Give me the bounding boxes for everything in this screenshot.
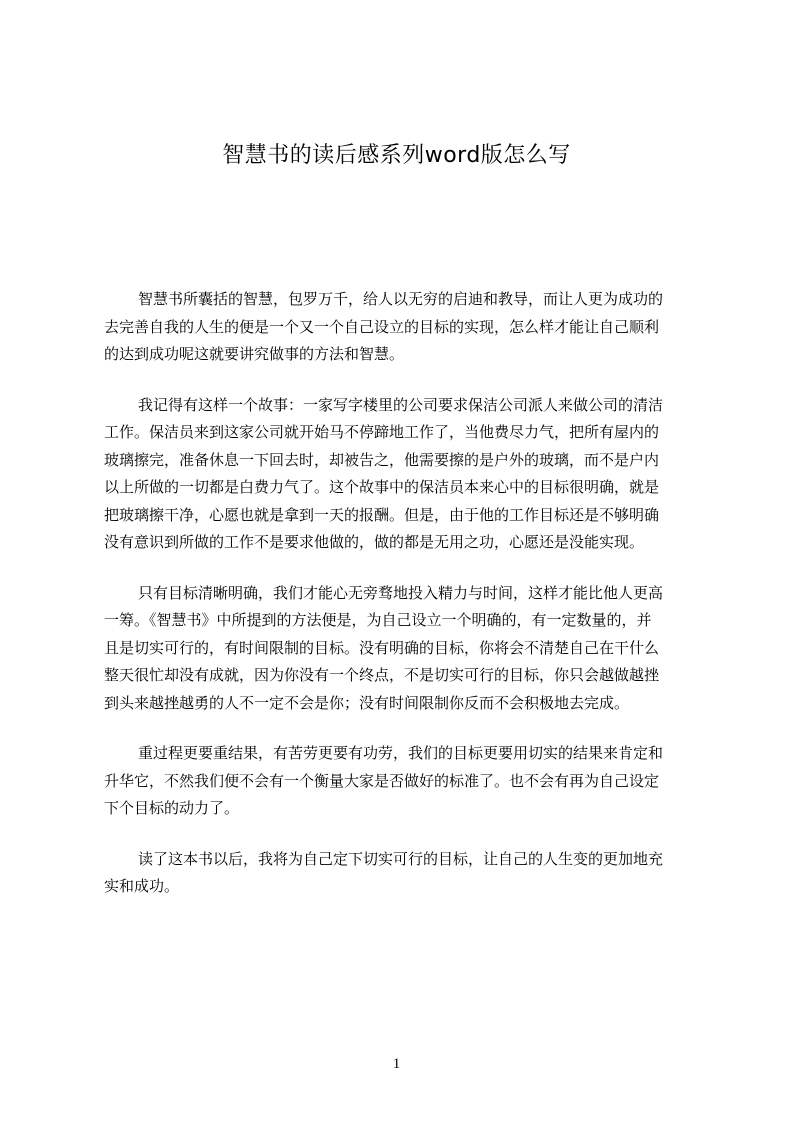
page-number: 1 bbox=[392, 1056, 401, 1072]
paragraph-1 bbox=[104, 286, 700, 369]
paragraph-line: 把玻璃擦干净，心愿也就是拿到一天的报酬。但是，由于他的工作目标还是不够明确 bbox=[104, 505, 660, 524]
paragraph-line: 只有目标清晰明确，我们才能心无旁骛地投入精力与时间，这样才能比他人更高 bbox=[138, 583, 664, 602]
paragraph-4 bbox=[104, 740, 700, 823]
paragraph-line: 玻璃擦完，准备休息一下回去时，却被告之，他需要擦的是户外的玻璃，而不是户内 bbox=[104, 450, 660, 469]
paragraph-line: 下个目标的动力了。 bbox=[104, 799, 240, 817]
document-body bbox=[104, 286, 700, 924]
paragraph-line: 升华它，不然我们便不会有一个衡量大家是否做好的标准了。也不会有再为自己设定 bbox=[104, 771, 660, 790]
paragraph-line: 一筹。《智慧书》中所提到的方法便是，为自己设立一个明确的，有一定数量的，并 bbox=[104, 611, 652, 629]
paragraph-line: 工作。保洁员来到这家公司就开始马不停蹄地工作了，当他费尽力气，把所有屋内的 bbox=[104, 423, 660, 441]
paragraph-line: 的达到成功呢这就要讲究做事的方法和智慧。 bbox=[104, 345, 405, 363]
paragraph-line: 读了这本书以后，我将为自己定下切实可行的目标，让自己的人生变的更加地充 bbox=[138, 849, 664, 868]
paragraph-line: 重过程更要重结果，有苦劳更要有功劳，我们的目标更要用切实的结果来肯定和 bbox=[138, 744, 664, 762]
document-title: 智慧书的读后感系列word版怎么写 bbox=[222, 143, 571, 168]
paragraph-line: 以上所做的一切都是白费力气了。这个故事中的保洁员本来心中的目标很明确，就是 bbox=[104, 478, 660, 496]
paragraph-line: 整天很忙却没有成就，因为你没有一个终点，不是切实可行的目标，你只会越做越挫 bbox=[104, 666, 660, 684]
paragraph-line: 智慧书所囊括的智慧，包罗万千，给人以无穷的启迪和教导，而让人更为成功的 bbox=[138, 290, 664, 308]
paragraph-line: 没有意识到所做的工作不是要求他做的，做的都是无用之功，心愿还是没能实现。 bbox=[104, 533, 645, 551]
paragraph-line: 到头来越挫越勇的人不一定不会是你；没有时间限制你反而不会积极地去完成。 bbox=[104, 693, 630, 712]
paragraph-line: 去完善自我的人生的便是一个又一个自己设立的目标的实现，怎么样才能让自己顺利 bbox=[104, 317, 660, 336]
paragraph-line: 实和成功。 bbox=[104, 877, 180, 895]
paragraph-3 bbox=[104, 580, 700, 718]
paragraph-2 bbox=[104, 392, 700, 557]
paragraph-line: 且是切实可行的，有时间限制的目标。没有明确的目标，你将会不清楚自己在干什么 bbox=[104, 638, 660, 657]
paragraph-5 bbox=[104, 846, 700, 901]
paragraph-line: 我记得有这样一个故事：一家写字楼里的公司要求保洁公司派人来做公司的清洁 bbox=[138, 395, 664, 414]
